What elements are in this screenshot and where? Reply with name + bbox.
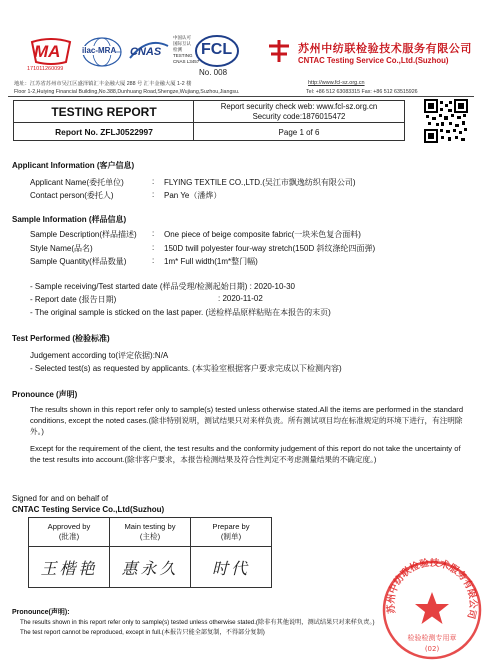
style-name-value: 150D twill polyester four-way stretch(150D 斜纹涤纶四面弹) (164, 244, 376, 253)
fcl-number: No. 008 (199, 68, 228, 77)
stamp-star-icon (415, 592, 449, 624)
header-divider (8, 96, 474, 97)
approved-signature: 王楷艳 (29, 547, 110, 588)
cnas-text: CNAS (130, 46, 162, 58)
stamp-ring-text: 苏州中纺联检验技术服务有限公司 (385, 558, 479, 620)
main-testing-cell: Main testing by (主检) (110, 518, 191, 547)
contact-person-colon: : (152, 190, 155, 199)
report-title: TESTING REPORT (51, 105, 157, 119)
judgement-text: Judgement according to(评定依据):N/A (30, 351, 169, 360)
security-code: Security code:1876015472 (252, 112, 346, 121)
applicant-name-value: FLYING TEXTILE CO.,LTD.(吴江市飘逸纺织有限公司) (164, 178, 356, 187)
sample-quantity-colon: : (152, 256, 155, 265)
main-testing-signature: 惠永久 (110, 547, 191, 588)
sample-quantity-label: Sample Quantity(样品数量) (30, 257, 127, 266)
contact-person-label: Contact person(委托人) (30, 191, 114, 200)
company-website[interactable]: http://www.fcl-sz.org.cn (308, 80, 365, 86)
security-cell (194, 101, 404, 140)
signed-company: CNTAC Testing Service Co.,Ltd(Suzhou) (12, 505, 165, 514)
signature-table (28, 517, 272, 588)
ilac-text: ilac-MRA (82, 46, 117, 55)
title-cell-line (14, 122, 194, 123)
report-number: Report No. ZFLJ0522997 (55, 127, 153, 137)
test-performed-heading: Test Performed (检验标准) (12, 334, 110, 343)
applicant-heading: Applicant Information (客户信息) (12, 161, 135, 170)
company-seal-stamp (380, 558, 482, 662)
fcl-logo (194, 34, 240, 68)
sample-description-colon: : (152, 229, 155, 238)
footer-line-2: The test report cannot be reproduced, except in full.(本报告只能全部复制，不得部分复制) (20, 629, 265, 636)
style-name-label: Style Name(品名) (30, 244, 93, 253)
cma-logo (28, 38, 74, 66)
title-cell (14, 101, 194, 140)
qr-code-icon (424, 99, 468, 143)
report-date-value: : 2020-11-02 (218, 294, 263, 303)
selected-tests-text: - Selected test(s) as requested by applicants. (本实验室根据客户要求完成以下检测内容) (30, 364, 342, 373)
sample-description-label: Sample Description(样品描述) (30, 230, 137, 239)
company-name-cn: 苏州中纺联检验技术服务有限公司 (298, 43, 472, 55)
original-sample-note: - The original sample is sticked on the last paper. (送检样品原样粘贴在本报告的末页) (30, 308, 331, 317)
page-number: Page 1 of 6 (278, 128, 320, 137)
report-header-box (13, 100, 405, 141)
company-logo-icon (266, 38, 292, 64)
cnas-caption: 中国认可 国际互认 检测 TESTING CNAS L3457 (173, 35, 200, 64)
approved-by-cell: Approved by (批准) (29, 518, 110, 547)
pronounce-heading: Pronounce (声明) (12, 390, 78, 399)
receiving-date: - Sample receiving/Test started date (样品受理/检测起始日期) : 2020-10-30 (30, 282, 295, 291)
cntac-logo-icon (266, 38, 292, 64)
signature-sign-row (29, 547, 272, 588)
signature-role-row (29, 518, 272, 547)
signed-for-text: Signed for and on behalf of (12, 494, 109, 503)
cma-number: 171011260099 (27, 66, 64, 72)
pronounce-paragraph-1: The results shown in this report refer only to sample(s) tested unless otherwise stated.All the items are performed in the standard conditions, except the noted cases.(除非特别说明，测试结果只对来样负责。所有测试项目均在标准规定的环境下进行，有注明除外。) (30, 405, 464, 437)
pronounce-paragraph-2: Except for the requirement of the client, the test results and the conformity judgement of this report do not take the uncertainty of the test results into account.(除非客户要求，本报告检测结果及符合性判定不考虑测量结果的不确定度。) (30, 444, 461, 465)
fcl-text: FCL (201, 41, 233, 58)
prepare-by-cell: Prepare by (制单) (191, 518, 272, 547)
contact-person-value: Pan Ye（潘烨） (164, 191, 222, 200)
tel-fax: Tel: +86 512 63083315 Fax: +86 512 63515926 (306, 89, 418, 95)
footer-pronounce-heading: Pronounce(声明): (12, 609, 70, 616)
address-en: Floor 1-2,Huiying Financial Building,No.388,Dunhuang Road,Shengze,Wujiang,Suzhou,Jiangsu. (14, 89, 240, 95)
footer-line-1: The results shown in this report refer only to sample(s) tested unless otherwise stated.(除非有其他说明，测试结果只对来样负责。) (20, 619, 375, 626)
security-cell-line (194, 122, 404, 123)
ilac-logo (80, 36, 124, 70)
security-check-web: Report security check web: www.fcl-sz.org.cn (220, 102, 378, 111)
report-date-label: - Report date (报告日期) (30, 295, 117, 304)
sample-description-value: One piece of beige composite fabric(一块米色复合面料) (164, 230, 361, 239)
sample-heading: Sample Information (样品信息) (12, 215, 127, 224)
stamp-number: (02) (424, 645, 440, 653)
company-name-en: CNTAC Testing Service Co.,Ltd.(Suzhou) (298, 56, 449, 65)
prepare-signature: 时代 (191, 547, 272, 588)
stamp-inner-text: 检验检测专用章 (407, 634, 457, 642)
applicant-name-colon: : (152, 177, 155, 186)
style-name-colon: : (152, 243, 155, 252)
address-cn: 地址：江苏省苏州市吴江区盛泽镇汇丰金融大厦 288 号 汇丰金融大厦 1-2 楼 (14, 81, 192, 87)
applicant-name-label: Applicant Name(委托单位) (30, 178, 124, 187)
sample-quantity-value: 1m* Full width(1m*整门幅) (164, 257, 258, 266)
cma-text: MA (34, 42, 61, 61)
cnas-logo (128, 36, 170, 66)
